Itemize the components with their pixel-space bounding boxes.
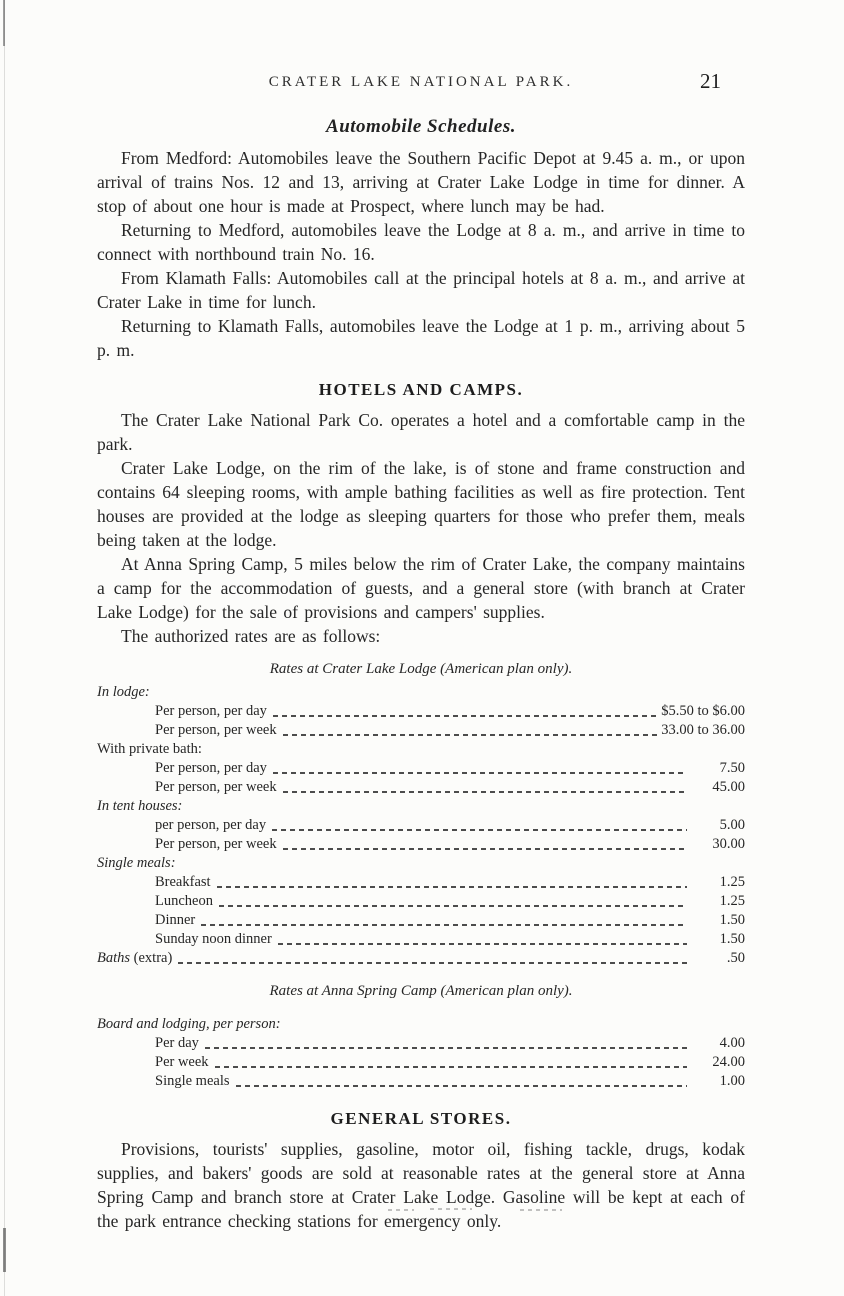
- paragraph: The authorized rates are as follows:: [121, 626, 381, 646]
- dashed-leader: [201, 924, 687, 926]
- rate-value: $5.50 to $6.00: [661, 703, 745, 719]
- dashed-leader: [283, 791, 687, 793]
- rate-row: [97, 702, 745, 721]
- dashed-leader: [283, 848, 687, 850]
- scan-edge-mark-bottom: [3, 1228, 6, 1272]
- rate-group-label: Single meals:: [97, 855, 176, 871]
- rate-label: per person, per day: [155, 817, 267, 833]
- scan-edge-line: [4, 0, 5, 1296]
- camp-rates-rows: [97, 1015, 745, 1091]
- paragraph: The Crater Lake National Park Co. operates a hotel and a comfortable camp in the park.: [97, 410, 745, 454]
- dashed-leader: [278, 943, 687, 945]
- rate-value: 4.00: [719, 1035, 745, 1051]
- rate-row: [97, 835, 745, 854]
- rate-value: 24.00: [712, 1054, 745, 1070]
- rate-group-label: In tent houses:: [97, 798, 183, 814]
- dashed-leader: [178, 962, 687, 964]
- paragraph: Returning to Medford, automobiles leave the Lodge at 8 a. m., and arrive in time to connect with northbound train No. 16.: [97, 220, 745, 264]
- rate-row: [97, 1034, 745, 1053]
- dashed-leader: [215, 1066, 687, 1068]
- lodge-rates-title: Rates at Crater Lake Lodge (American plan only).: [269, 661, 573, 677]
- rate-value: 5.00: [719, 817, 745, 833]
- rate-value: 33.00 to 36.00: [661, 722, 745, 738]
- rate-label: Dinner: [155, 912, 196, 928]
- running-title: CRATER LAKE NATIONAL PARK.: [268, 74, 574, 90]
- paragraph: At Anna Spring Camp, 5 miles below the rim of Crater Lake, the company maintains a camp for the accommodation of guests, and a general store (with branch at Crater Lake Lodge) for the sale of provisions and campers' supplies.: [97, 554, 745, 622]
- lodge-rates-table: [97, 660, 745, 968]
- hotels-and-camps-heading: HOTELS AND CAMPS.: [318, 380, 524, 399]
- rate-value: 7.50: [719, 760, 745, 776]
- rate-row: [97, 816, 745, 835]
- rate-label: Per day: [155, 1035, 199, 1051]
- rate-row: [97, 930, 745, 949]
- rate-label: Baths (extra): [97, 950, 173, 966]
- rate-label: Per person, per day: [155, 703, 267, 719]
- dashed-leader: [205, 1047, 687, 1049]
- rate-value: 30.00: [712, 836, 745, 852]
- paragraph: From Medford: Automobiles leave the Southern Pacific Depot at 9.45 a. m., or upon arrival of trains Nos. 12 and 13, arriving at Crater Lake Lodge in time for dinner. A stop of about one hour is made at Prospect, where lunch may be had.: [97, 148, 745, 216]
- rate-group-label: With private bath:: [97, 741, 202, 757]
- dashed-leader: [219, 905, 687, 907]
- rate-label: Luncheon: [155, 893, 213, 909]
- scan-edge-mark-top: [3, 0, 5, 46]
- rate-row: [97, 778, 745, 797]
- rate-label: Per week: [155, 1054, 209, 1070]
- rate-label: Breakfast: [155, 874, 211, 890]
- paragraph: Crater Lake Lodge, on the rim of the lake, is of stone and frame construction and contains 64 sleeping rooms, with ample bathing facilities as well as fire protection. Tent houses are provided at the lodge as sleeping quarters for those who prefer them, meals being taken at the lodge.: [97, 458, 745, 550]
- camp-rates-table: [97, 982, 745, 1091]
- rate-row: [97, 873, 745, 892]
- rate-value: 1.50: [719, 931, 745, 947]
- rate-group-label: In lodge:: [97, 684, 150, 700]
- paragraph: Returning to Klamath Falls, automobiles leave the Lodge at 1 p. m., arriving about 5 p. m.: [97, 316, 745, 360]
- rate-row: [97, 892, 745, 911]
- dashed-leader: [283, 734, 658, 736]
- dashed-leader: [236, 1085, 687, 1087]
- automobile-schedules-paragraphs: [97, 146, 745, 362]
- dashed-leader: [273, 772, 687, 774]
- rate-row: [97, 1072, 745, 1091]
- rate-value: 1.25: [719, 874, 745, 890]
- running-head: [97, 69, 745, 100]
- dashed-leader: [217, 886, 687, 888]
- page-number: 21: [700, 69, 721, 93]
- rate-group-label: Board and lodging, per person:: [97, 1016, 281, 1032]
- rate-value: 1.25: [719, 893, 745, 909]
- general-stores-heading: GENERAL STORES.: [330, 1109, 512, 1128]
- automobile-schedules-title: Automobile Schedules.: [326, 116, 516, 137]
- camp-rates-title: Rates at Anna Spring Camp (American plan only).: [269, 983, 573, 999]
- rate-value: 1.00: [719, 1073, 745, 1089]
- rate-label: Per person, per week: [155, 779, 277, 795]
- rate-label: Sunday noon dinner: [155, 931, 272, 947]
- rate-row: [97, 759, 745, 778]
- rate-label: Per person, per week: [155, 836, 277, 852]
- rate-label: Per person, per week: [155, 722, 277, 738]
- rate-label-italic-part: Baths: [97, 950, 131, 966]
- dashed-leader: [272, 829, 687, 831]
- rate-label: Single meals: [155, 1073, 230, 1089]
- lodge-rates-rows: [97, 683, 745, 968]
- rate-row: [97, 949, 745, 968]
- paragraph: Provisions, tourists' supplies, gasoline, motor oil, fishing tackle, drugs, kodak supplies, and bakers' goods are sold at reasonable rates at the general store at Anna Spring Camp and branch store at Crater Lake Lodge. Gasoline will be kept at each of the park entrance checking stations for emergency only.: [97, 1139, 745, 1231]
- hotels-and-camps-paragraphs: [97, 408, 745, 648]
- page-content: [97, 69, 745, 1233]
- rate-row: [97, 911, 745, 930]
- rate-label: Per person, per day: [155, 760, 267, 776]
- paragraph: From Klamath Falls: Automobiles call at the principal hotels at 8 a. m., and arrive at Crater Lake in time for lunch.: [97, 268, 745, 312]
- rate-row: [97, 721, 745, 740]
- dashed-leader: [273, 715, 657, 717]
- rate-value: 45.00: [712, 779, 745, 795]
- rate-value: .50: [726, 950, 745, 966]
- general-stores-paragraphs: [97, 1137, 745, 1233]
- rate-value: 1.50: [719, 912, 745, 928]
- rate-row: [97, 1053, 745, 1072]
